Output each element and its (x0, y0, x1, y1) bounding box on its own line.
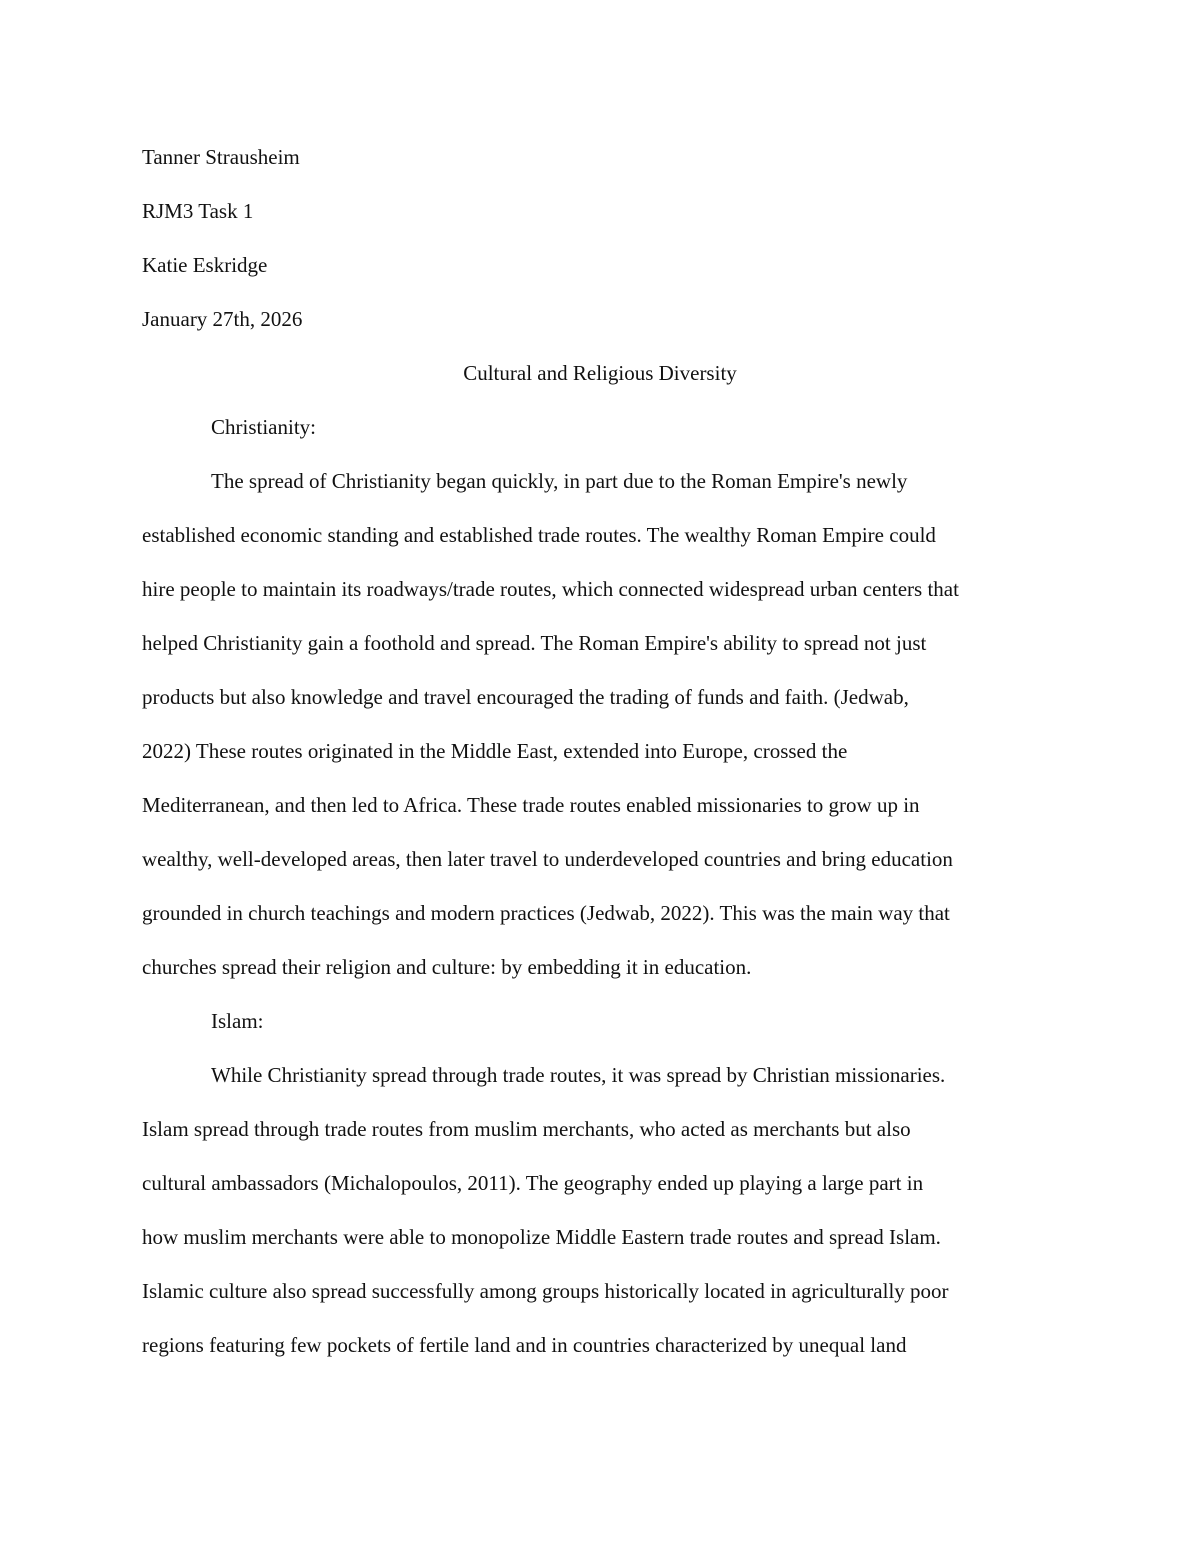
section-heading-islam: Islam: (211, 1009, 264, 1033)
course-name: RJM3 Task 1 (142, 199, 254, 223)
paragraph-line: The spread of Christianity began quickly, in part due to the Roman Empire's newly (211, 469, 908, 493)
paragraph-line: While Christianity spread through trade routes, it was spread by Christian missionaries. (211, 1063, 946, 1087)
paragraph-line: regions featuring few pockets of fertile land and in countries characterized by unequal land (142, 1333, 907, 1357)
paragraph-line: churches spread their religion and culture: by embedding it in education. (142, 955, 752, 979)
paragraph-line: products but also knowledge and travel encouraged the trading of funds and faith. (Jedwab, (142, 685, 909, 709)
paragraph-line: Mediterranean, and then led to Africa. These trade routes enabled missionaries to grow up in (142, 793, 920, 817)
paragraph-line: Islam spread through trade routes from muslim merchants, who acted as merchants but also (142, 1117, 911, 1141)
document-body (142, 130, 1062, 1372)
document-date: January 27th, 2026 (142, 307, 303, 331)
paragraph-line: 2022) These routes originated in the Middle East, extended into Europe, crossed the (142, 739, 848, 763)
author-name: Tanner Strausheim (142, 145, 300, 169)
paragraph-line: helped Christianity gain a foothold and spread. The Roman Empire's ability to spread not just (142, 631, 927, 655)
document-title: Cultural and Religious Diversity (463, 361, 737, 385)
paragraph-line: how muslim merchants were able to monopolize Middle Eastern trade routes and spread Islam. (142, 1225, 941, 1249)
instructor-name: Katie Eskridge (142, 253, 268, 277)
paragraph-line: hire people to maintain its roadways/trade routes, which connected widespread urban centers that (142, 577, 959, 601)
paragraph-line: established economic standing and established trade routes. The wealthy Roman Empire could (142, 523, 936, 547)
paragraph-line: wealthy, well-developed areas, then later travel to underdeveloped countries and bring education (142, 847, 953, 871)
paragraph-line: cultural ambassadors (Michalopoulos, 2011). The geography ended up playing a large part in (142, 1171, 924, 1195)
paragraph-line: grounded in church teachings and modern practices (Jedwab, 2022). This was the main way that (142, 901, 950, 925)
section-heading-christianity: Christianity: (211, 415, 316, 439)
paragraph-line: Islamic culture also spread successfully among groups historically located in agriculturally poor (142, 1279, 949, 1303)
